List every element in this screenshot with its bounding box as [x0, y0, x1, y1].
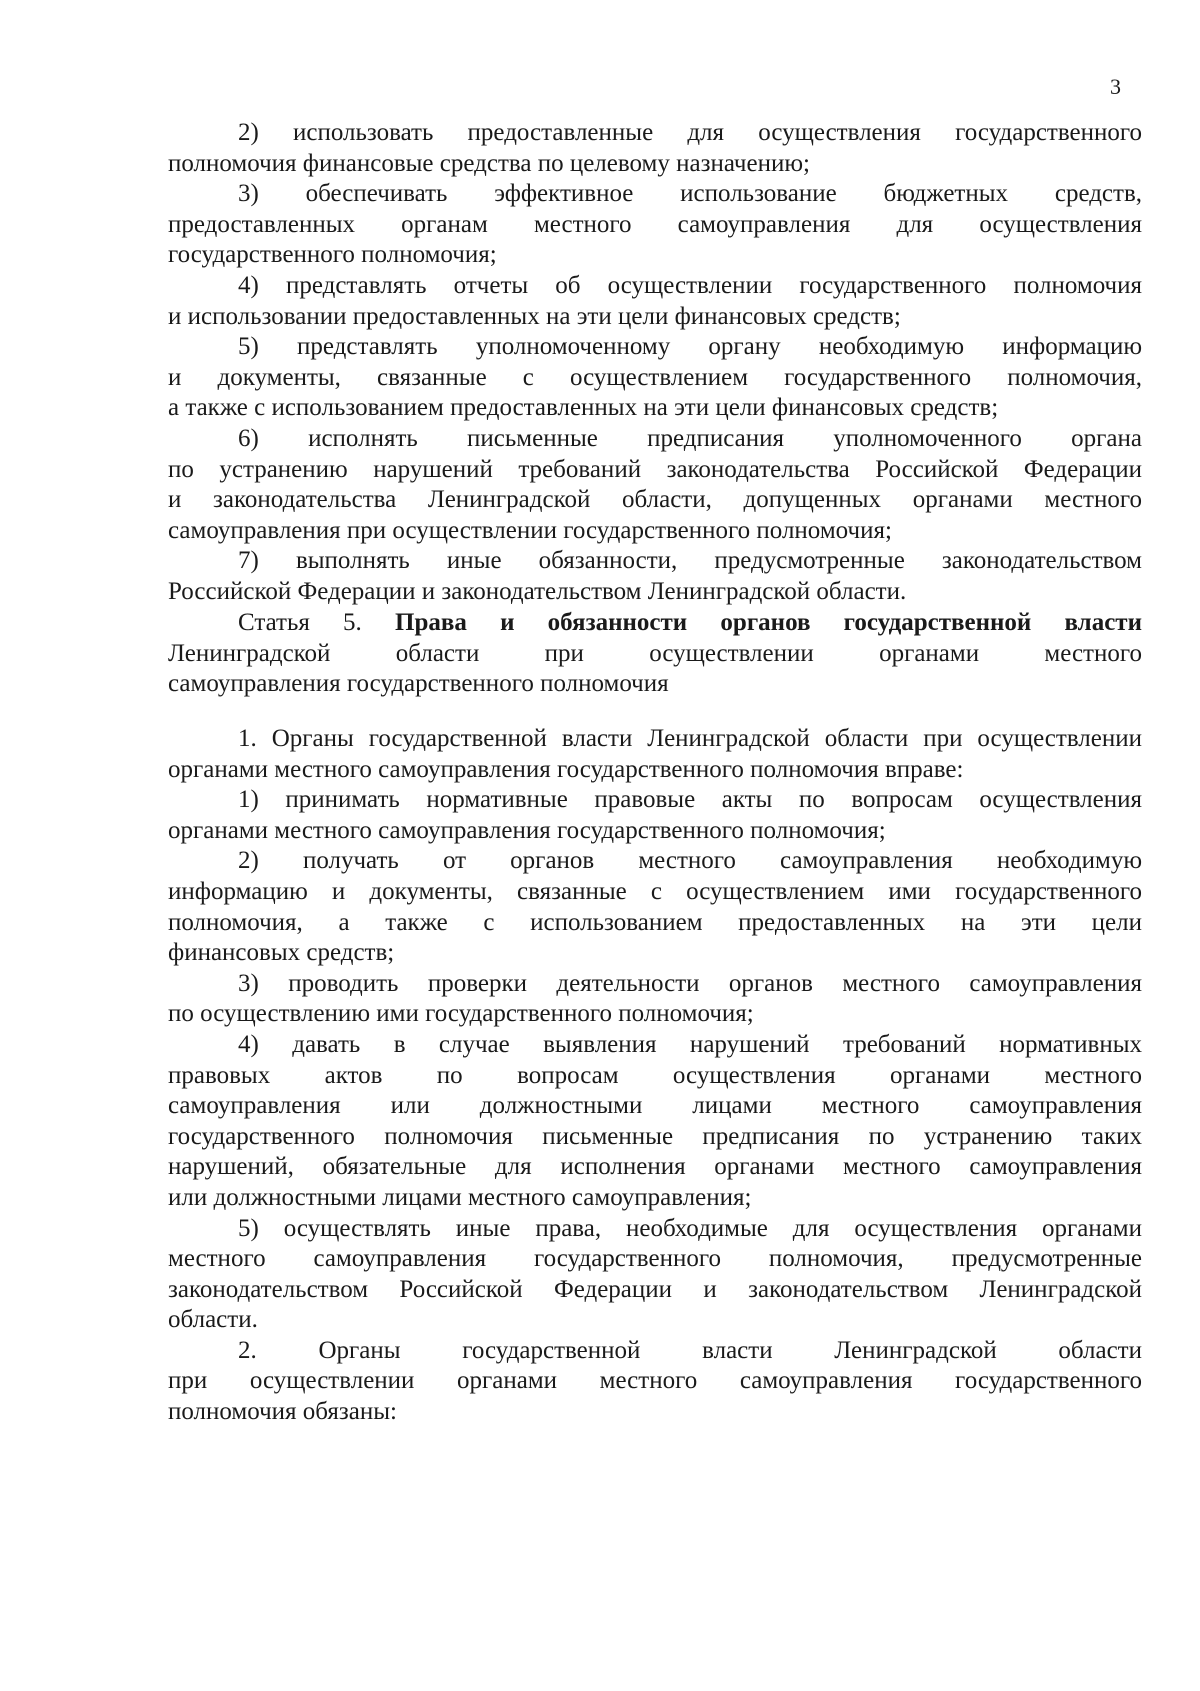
- paragraph: [168, 724, 1142, 785]
- paragraph-line: самоуправления или должностными лицами местного самоуправления: [168, 1092, 1142, 1120]
- paragraph: [168, 969, 1142, 1030]
- rights-list: [168, 724, 1142, 1428]
- paragraph-line: 2) получать от органов местного самоуправления необходимую: [238, 847, 1142, 875]
- paragraph-line: предоставленных органам местного самоуправления для осуществления: [168, 210, 1142, 238]
- paragraph-line: финансовых средств;: [168, 939, 395, 967]
- paragraph-line: или должностными лицами местного самоуправления;: [168, 1183, 752, 1211]
- paragraph-line: при осуществлении органами местного самоуправления государственного: [168, 1367, 1142, 1395]
- paragraph: [168, 1336, 1142, 1428]
- paragraph-line: 5) осуществлять иные права, необходимые для осуществления органами: [238, 1214, 1142, 1242]
- paragraph: [168, 785, 1142, 846]
- paragraph: [168, 1030, 1142, 1214]
- paragraph-line: 4) давать в случае выявления нарушений требований нормативных: [238, 1030, 1142, 1058]
- article-title-line-1: [168, 608, 1142, 639]
- paragraph-line: полномочия обязаны:: [168, 1398, 397, 1426]
- paragraph-line: полномочия, а также с использованием предоставленных на эти цели: [168, 908, 1142, 936]
- paragraph-line: правовых актов по вопросам осуществления органами местного: [168, 1061, 1142, 1089]
- paragraph: [168, 271, 1142, 332]
- paragraph-line: самоуправления при осуществлении государственного полномочия;: [168, 516, 892, 544]
- paragraph-line: органами местного самоуправления государственного полномочия;: [168, 816, 886, 844]
- paragraph-line: органами местного самоуправления государственного полномочия вправе:: [168, 755, 964, 783]
- paragraph-line: местного самоуправления государственного полномочия, предусмотренные: [168, 1245, 1142, 1273]
- paragraph-line: 1. Органы государственной власти Ленинградской области при осуществлении: [238, 725, 1142, 752]
- paragraph: [168, 118, 1142, 179]
- paragraph-line: 6) исполнять письменные предписания уполномоченного органа: [238, 424, 1142, 452]
- paragraph-line: 3) проводить проверки деятельности органов местного самоуправления: [238, 969, 1142, 997]
- paragraph-line: законодательством Российской Федерации и законодательством Ленинградской: [168, 1275, 1142, 1303]
- paragraph-line: 1) принимать нормативные правовые акты по вопросам осуществления: [238, 786, 1142, 814]
- obligations-list: [168, 118, 1142, 608]
- paragraph-line: государственного полномочия письменные предписания по устранению таких: [168, 1122, 1142, 1150]
- paragraph-line: 7) выполнять иные обязанности, предусмотренные законодательством: [238, 547, 1142, 575]
- paragraph-line: по устранению нарушений требований законодательства Российской Федерации: [168, 455, 1142, 483]
- article-title-line-2: Ленинградской области при осуществлении органами местного: [168, 639, 1142, 667]
- paragraph: [168, 179, 1142, 271]
- paragraph-line: по осуществлению ими государственного полномочия;: [168, 1000, 754, 1028]
- article-title: [168, 608, 1142, 700]
- article-prefix: Статья 5.: [238, 609, 362, 636]
- paragraph: [168, 332, 1142, 424]
- paragraph-line: нарушений, обязательные для исполнения органами местного самоуправления: [168, 1153, 1142, 1181]
- paragraph-line: Российской Федерации и законодательством Ленинградской области.: [168, 577, 907, 605]
- paragraph-line: государственного полномочия;: [168, 241, 497, 269]
- paragraph: [168, 546, 1142, 607]
- paragraph-line: информацию и документы, связанные с осуществлением ими государственного: [168, 877, 1142, 905]
- paragraph-line: 4) представлять отчеты об осуществлении государственного полномочия: [238, 271, 1142, 299]
- paragraph: [168, 424, 1142, 546]
- paragraph-line: а также с использованием предоставленных на эти цели финансовых средств;: [168, 394, 999, 422]
- paragraph: [168, 1214, 1142, 1336]
- article-title-line-3: самоуправления государственного полномочия: [168, 670, 669, 698]
- paragraph-line: 5) представлять уполномоченному органу необходимую информацию: [238, 333, 1142, 361]
- paragraph-line: 3) обеспечивать эффективное использование бюджетных средств,: [238, 180, 1142, 208]
- paragraph-line: области.: [168, 1306, 258, 1334]
- article-5-heading: [168, 608, 1142, 700]
- page-number: 3: [1110, 74, 1121, 99]
- paragraph-line: полномочия финансовые средства по целевому назначению;: [168, 149, 810, 177]
- paragraph: [168, 846, 1142, 968]
- paragraph-line: и использовании предоставленных на эти цели финансовых средств;: [168, 302, 901, 330]
- paragraph-line: 2. Органы государственной власти Ленинградской области: [238, 1336, 1142, 1364]
- article-heading-part-1: Права и обязанности органов государственной власти: [395, 609, 1142, 636]
- paragraph-line: 2) использовать предоставленные для осуществления государственного: [238, 119, 1142, 146]
- paragraph-line: и документы, связанные с осуществлением государственного полномочия,: [168, 363, 1142, 391]
- paragraph-line: и законодательства Ленинградской области, допущенных органами местного: [168, 486, 1142, 514]
